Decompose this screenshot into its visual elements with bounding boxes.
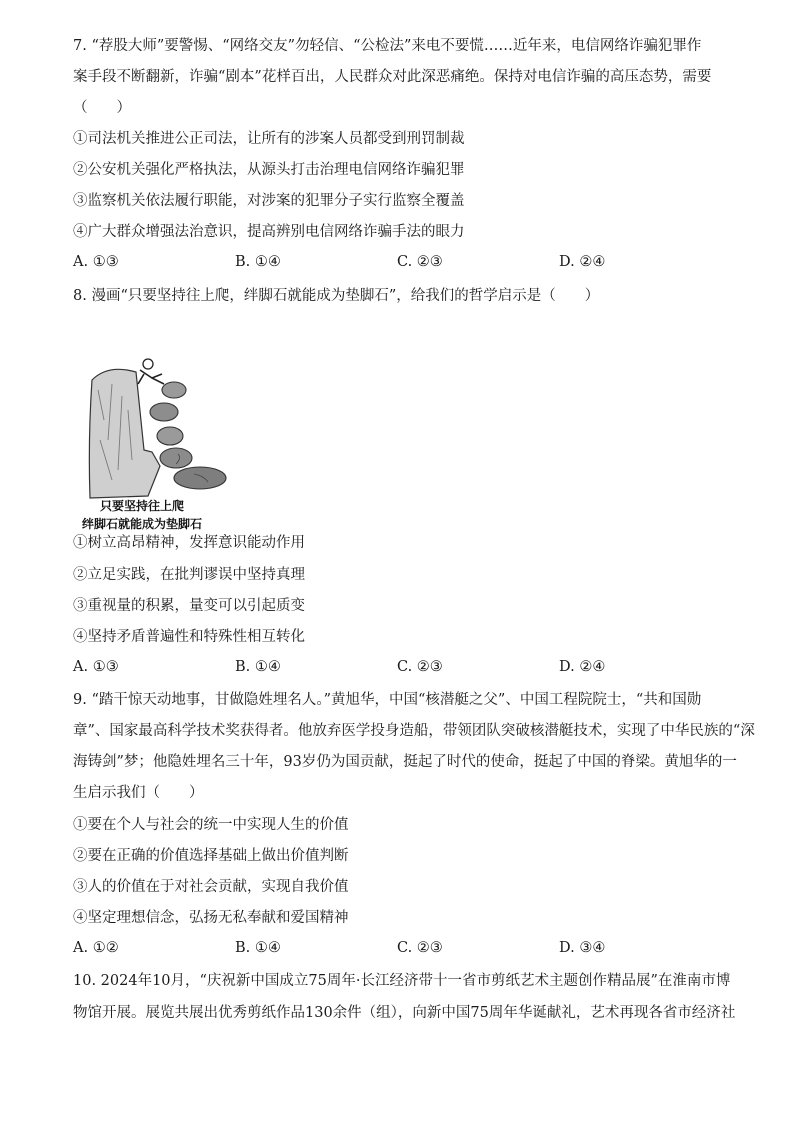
q7-item-2: ②公安机关强化严格执法，从源头打击治理电信网络诈骗犯罪 <box>73 162 465 178</box>
cartoon-climbing-illustration <box>78 350 248 530</box>
q9-stem-line-4: 生启示我们（ ） <box>73 785 204 801</box>
q9-option-b: B. ①④ <box>235 940 281 956</box>
q9-stem-line-3: 海铸剑”梦；他隐姓埋名三十年，93岁仍为国贡献，挺起了时代的使命，挺起了中国的脊梁。黄旭华的一 <box>73 754 737 770</box>
q8-stem: 8. 漫画“只要坚持往上爬，绊脚石就能成为垫脚石”，给我们的哲学启示是（ ） <box>73 288 600 304</box>
q7-stem-line-1: 7. “荐股大师”要警惕、“网络交友”勿轻信、“公检法”来电不要慌……近年来，电信网络诈骗犯罪作 <box>73 38 702 54</box>
q9-stem-line-2: 章”、国家最高科学技术奖获得者。他放弃医学投身造船，带领团队突破核潜艇技术，实现了中华民族的“深 <box>73 723 755 739</box>
q8-item-3: ③重视量的积累，量变可以引起质变 <box>73 598 305 614</box>
q8-item-2: ②立足实践，在批判谬误中坚持真理 <box>73 567 305 583</box>
q9-item-1: ①要在个人与社会的统一中实现人生的价值 <box>73 817 349 833</box>
q8-item-4: ④坚持矛盾普遍性和特殊性相互转化 <box>73 629 305 645</box>
q9-option-a: A. ①② <box>73 940 119 956</box>
q8-option-c: C. ②③ <box>397 659 443 675</box>
q10-stem-line-1: 10. 2024年10月，“庆祝新中国成立75周年·长江经济带十一省市剪纸艺术主题创作精品展”在淮南市博 <box>73 973 731 989</box>
q8-option-d: D. ②④ <box>559 659 606 675</box>
q7-stem-line-2: 案手段不断翻新，诈骗“剧本”花样百出，人民群众对此深恶痛绝。保持对电信诈骗的高压态势，需要 <box>73 69 712 85</box>
q7-item-4: ④广大群众增强法治意识，提高辨别电信网络诈骗手法的眼力 <box>73 224 465 240</box>
q9-item-2: ②要在正确的价值选择基础上做出价值判断 <box>73 848 349 864</box>
q7-stem-line-3: （ ） <box>73 100 131 116</box>
q7-option-b: B. ①④ <box>235 254 281 270</box>
q8-option-b: B. ①④ <box>235 659 281 675</box>
q7-option-c: C. ②③ <box>397 254 443 270</box>
q9-option-d: D. ③④ <box>559 940 606 956</box>
q9-stem-line-1: 9. “踏干惊天动地事，甘做隐姓埋名人。”黄旭华，中国“核潜艇之父”、中国工程院院士，“共和国勋 <box>73 692 702 708</box>
q9-item-4: ④坚定理想信念，弘扬无私奉献和爱国精神 <box>73 910 349 926</box>
q9-option-c: C. ②③ <box>397 940 443 956</box>
q8-option-a: A. ①③ <box>73 659 119 675</box>
q7-option-d: D. ②④ <box>559 254 606 270</box>
q9-options <box>73 940 733 960</box>
q8-item-1: ①树立高昂精神，发挥意识能动作用 <box>73 535 305 551</box>
q7-option-a: A. ①③ <box>73 254 119 270</box>
cartoon-caption-line-2: 绊脚石就能成为垫脚石 <box>82 517 203 530</box>
q7-item-1: ①司法机关推进公正司法，让所有的涉案人员都受到刑罚制裁 <box>73 131 465 147</box>
q7-options <box>73 254 733 274</box>
q7-item-3: ③监察机关依法履行职能，对涉案的犯罪分子实行监察全覆盖 <box>73 193 465 209</box>
q8-options <box>73 659 733 679</box>
cartoon-caption-line-1: 只要坚持往上爬 <box>100 499 185 513</box>
q10-stem-line-2: 物馆开展。展览共展出优秀剪纸作品130余件（组），向新中国75周年华诞献礼，艺术再现各省市经济社 <box>73 1005 736 1021</box>
q9-item-3: ③人的价值在于对社会贡献，实现自我价值 <box>73 879 349 895</box>
